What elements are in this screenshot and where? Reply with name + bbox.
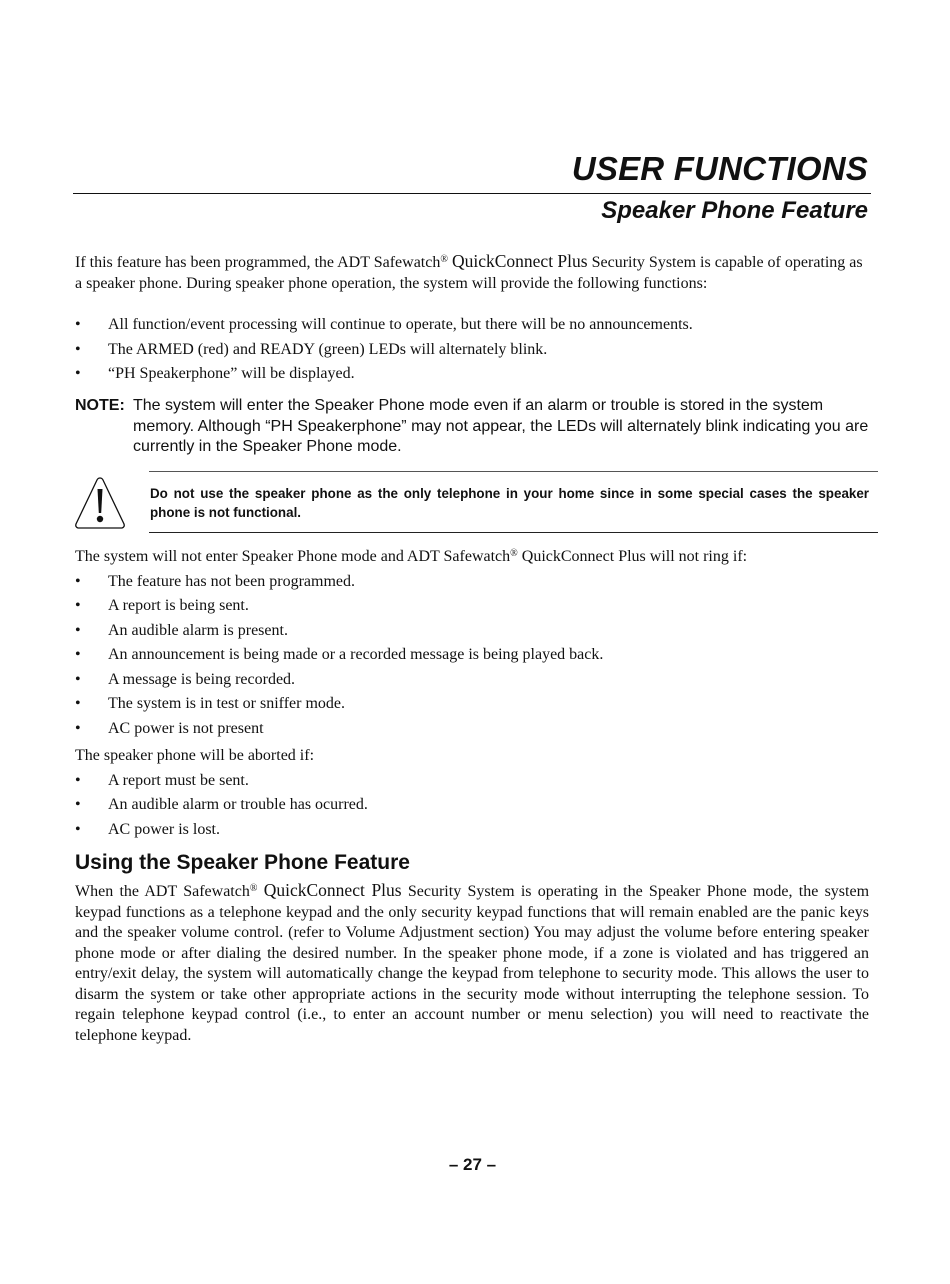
- list-item: [75, 645, 869, 670]
- product-name: QuickConnect Plus: [451, 251, 588, 271]
- bullet-icon: •: [75, 670, 81, 688]
- bullet-icon: •: [75, 771, 81, 789]
- no-ring-block: [75, 544, 869, 743]
- page-number: – 27 –: [448, 1155, 497, 1174]
- note-text: The system will enter the Speaker Phone mode even if an alarm or trouble is stored in the system memory. Although “PH Speakerphone” may not appear, the LEDs will alternately blink indicating you are currently in the Speaker Phone mode.: [133, 397, 869, 455]
- list-item: [75, 795, 869, 820]
- bullet-icon: •: [75, 820, 81, 838]
- list-item: [75, 670, 869, 695]
- bullet-icon: •: [75, 719, 81, 737]
- bullet-icon: •: [75, 572, 81, 590]
- list-item-text: AC power is not present: [108, 719, 264, 737]
- list-item: [75, 771, 869, 796]
- using-text-part2: Security System is operating in the Speaker Phone mode, the system keypad functions as a telephone keypad and the only security keypad functions that will remain enabled are the panic keys and the speaker volume control. (refer to Volume Adjustment section) You may adjust the volume before entering speaker phone mode or after dialing the desired number. In the speaker phone mode, if a zone is violated and has triggered an entry/exit delay, the system will automatically change the keypad from telephone to security mode. This allows the user to disarm the system or take other appropriate actions in the security mode without interrupting the telephone session. To regain telephone keypad control (i.e., to enter an account number or menu selection) you will need to reactivate the telephone keypad.: [75, 883, 870, 1044]
- using-paragraph: [75, 879, 869, 1046]
- list-item-text: AC power is lost.: [108, 820, 220, 838]
- page-subtitle: Speaker Phone Feature: [601, 197, 868, 224]
- registered-mark: ®: [440, 254, 448, 265]
- using-text-part1: When the ADT Safewatch: [75, 883, 250, 900]
- aborted-block: [75, 746, 869, 844]
- page-title: USER FUNCTIONS: [571, 150, 868, 187]
- intro-text-part2: Security System is capable of operating as a speaker phone. During speaker phone operation, the system will provide the following functions:: [75, 254, 863, 292]
- section-heading: Using the Speaker Phone Feature: [75, 851, 410, 874]
- bullet-icon: •: [75, 340, 81, 358]
- list-item: [75, 621, 869, 646]
- list-item: [75, 694, 869, 719]
- no-ring-intro-part1: The system will not enter Speaker Phone mode and ADT Safewatch: [75, 548, 511, 565]
- list-item: [75, 315, 869, 340]
- list-item: [75, 572, 869, 597]
- functions-list-block: [75, 315, 869, 389]
- list-item: [75, 719, 869, 744]
- warning-text: Do not use the speaker phone as the only telephone in your home since in some special cases the speaker phone is not functional.: [150, 486, 869, 520]
- no-ring-intro: [75, 544, 869, 568]
- list-item-text: A message is being recorded.: [108, 670, 296, 688]
- product-name: QuickConnect Plus: [263, 880, 402, 900]
- functions-list: [75, 315, 869, 389]
- using-text: [75, 879, 869, 1046]
- bullet-icon: •: [75, 597, 81, 614]
- list-item-text: An announcement is being made or a recorded message is being played back.: [108, 646, 604, 663]
- aborted-intro: The speaker phone will be aborted if:: [75, 747, 315, 764]
- note-block: [75, 396, 869, 458]
- list-item: [75, 340, 869, 365]
- list-item: [75, 596, 869, 621]
- list-item-text: A report must be sent.: [108, 771, 249, 789]
- registered-mark: ®: [249, 883, 258, 894]
- bullet-icon: •: [75, 621, 81, 639]
- aborted-list: [75, 771, 869, 845]
- list-item-text: A report is being sent.: [108, 597, 249, 614]
- bullet-icon: •: [75, 316, 81, 333]
- bullet-icon: •: [75, 695, 81, 712]
- list-item-text: The system is in test or sniffer mode.: [108, 695, 345, 712]
- list-item: [75, 364, 869, 389]
- list-item-text: An audible alarm is present.: [108, 621, 288, 639]
- bullet-icon: •: [75, 796, 81, 813]
- list-item-text: All function/event processing will continue to operate, but there will be no announcements.: [108, 316, 693, 333]
- note-label: NOTE:: [75, 397, 125, 414]
- bullet-icon: •: [75, 646, 81, 663]
- list-item: [75, 820, 869, 845]
- intro-paragraph: [75, 250, 869, 294]
- warning-bottom-rule: [149, 532, 878, 533]
- list-item-text: “PH Speakerphone” will be displayed.: [108, 365, 355, 382]
- list-item-text: The feature has not been programmed.: [108, 572, 356, 590]
- intro-text-part1: If this feature has been programmed, the ADT Safewatch: [75, 254, 441, 271]
- warning-top-rule: [149, 471, 878, 472]
- warning-triangle-icon: [74, 475, 126, 530]
- header-divider: [73, 193, 871, 194]
- list-item-text: The ARMED (red) and READY (green) LEDs will alternately blink.: [108, 340, 548, 358]
- bullet-icon: •: [75, 365, 81, 382]
- no-ring-list: [75, 572, 869, 744]
- intro-text: [75, 250, 869, 294]
- no-ring-intro-part2: QuickConnect Plus will not ring if:: [521, 548, 748, 565]
- registered-mark: ®: [510, 548, 518, 559]
- list-item-text: An audible alarm or trouble has ocurred.: [108, 796, 368, 813]
